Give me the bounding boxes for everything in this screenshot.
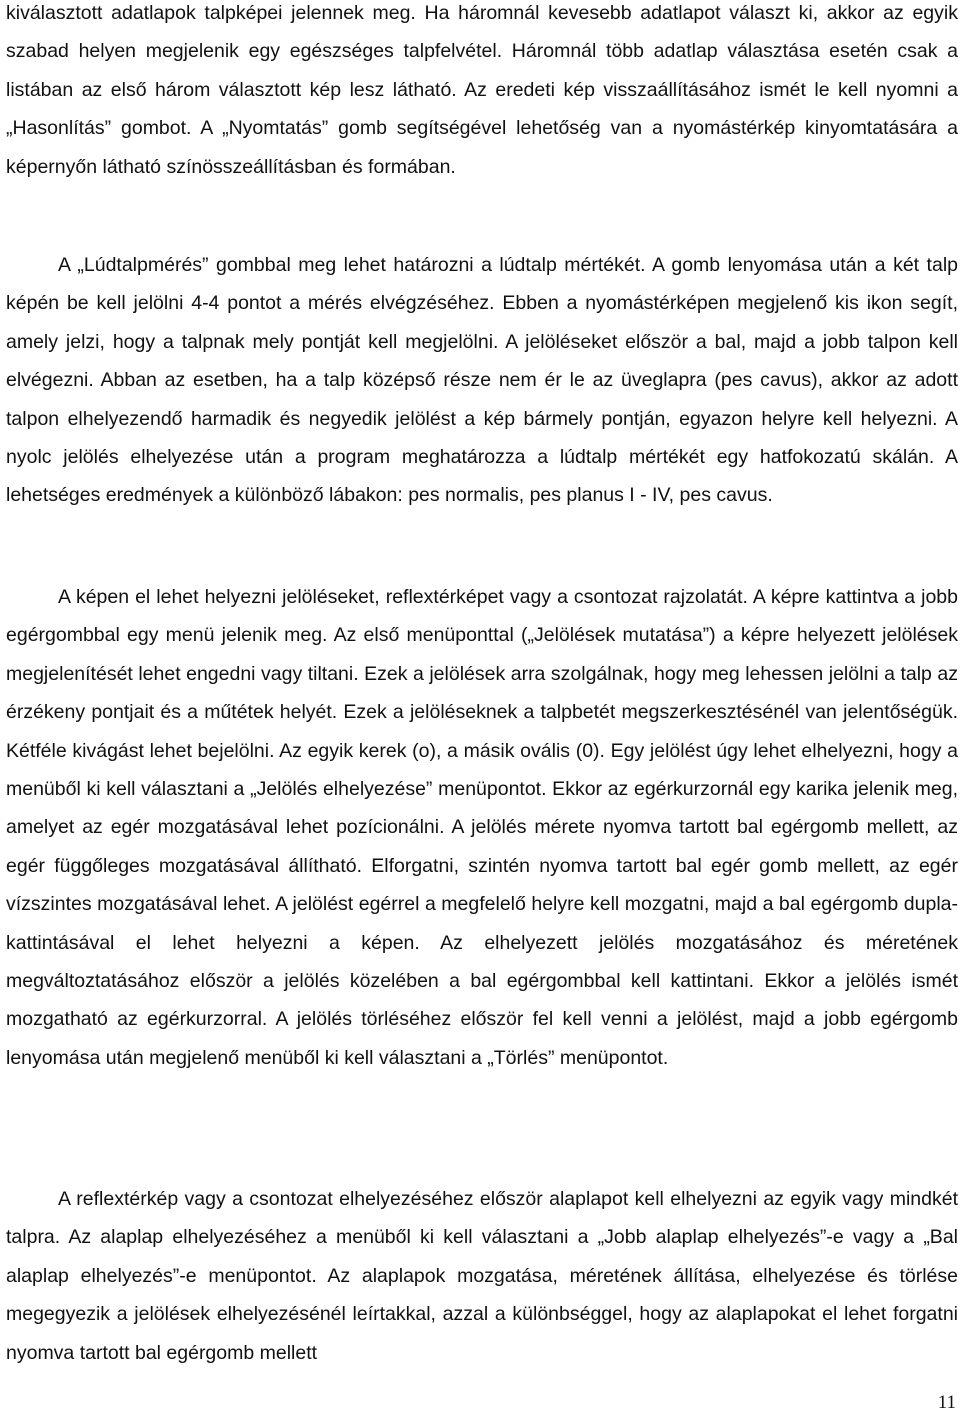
paragraph-3: A képen el lehet helyezni jelöléseket, reflextérképet vagy a csontozat rajzolatát. A képre kattintva a jobb egérgombbal egy menü jelenik meg. Az első menüponttal („Jelölések mutatása”) a képre helyezett jelölések megjelenítését lehet engedni vagy tiltani. Ezek a jelölések arra szolgálnak, hogy meg lehessen jelölni a talp az érzékeny pontjait és a műtétek helyét. Ezek a jelöléseknek a talpbetét megszerkesztésénél van jelentőségük. Kétféle kivágást lehet bejelölni. Az egyik kerek (o), a másik ovális (0). Egy jelölést úgy lehet elhelyezni, hogy a menüből ki kell választani a „Jelölés elhelyezése” menüpontot. Ekkor az egérkurzornál egy karika jelenik meg, amelyet az egér mozgatásával lehet pozícionálni. A jelölés mérete nyomva tartott bal egérgomb mellett, az egér függőleges mozgatásával állítható. Elforgatni, szintén nyomva tartott bal egér gomb mellett, az egér vízszintes mozgatásával lehet. A jelölést egérrel a megfelelő helyre kell mozgatni, majd a bal egérgomb dupla-kattintásával el lehet helyezni a képen. Az elhelyezett jelölés mozgatásához és méretének megváltoztatásához először a jelölés közelében a bal egérgombbal kell kattintani. Ekkor a jelölés ismét mozgatható az egérkurzorral. A jelölés törléséhez először fel kell venni a jelölést, majd a jobb egérgomb lenyomása után megjelenő menüből ki kell választani a „Törlés” menüpontot. xyxy=(6,586,958,1069)
paragraph-4: A reflextérkép vagy a csontozat elhelyezéséhez először alaplapot kell elhelyezni az egyik vagy mindkét talpra. Az alaplap elhelyezéséhez a menüből ki kell választani a „Jobb alaplap elhelyezés”-e vagy a „Bal alaplap elhelyezés”-e menüpontot. Az alaplapok mozgatása, méretének állítása, elhelyezése és törlése megegyezik a jelölések elhelyezésénél leírtakkal, azzal a különbséggel, hogy az alaplapokat el lehet forgatni nyomva tartott bal egérgomb mellett xyxy=(6,1188,958,1364)
paragraph-2: A „Lúdtalpmérés” gombbal meg lehet határozni a lúdtalp mértékét. A gomb lenyomása után a két talp képén be kell jelölni 4-4 pontot a mérés elvégzéséhez. Ebben a nyomástérképen megjelenő kis ikon segít, amely jelzi, hogy a talpnak mely pontját kell megjelölni. A jelöléseket először a bal, majd a jobb talpon kell elvégezni. Abban az esetben, ha a talp középső része nem ér le az üveglapra (pes cavus), akkor az adott talpon elhelyezendő harmadik és negyedik jelölést a kép bármely pontján, egyazon helyre kell helyezni. A nyolc jelölés elhelyezése után a program meghatározza a lúdtalp mértékét egy hatfokozatú skálán. A lehetséges eredmények a különböző lábakon: pes normalis, pes planus I - IV, pes cavus. xyxy=(6,254,958,507)
paragraph-1: kiválasztott adatlapok talpképei jelennek meg. Ha háromnál kevesebb adatlapot választ ki, akkor az egyik szabad helyen megjelenik egy egészséges talpfelvétel. Háromnál több adatlap választása esetén csak a listában az első három választott kép lesz látható. Az eredeti kép visszaállításához ismét le kell nyomni a „Hasonlítás” gombot. A „Nyomtatás” gomb segítségével lehetőség van a nyomástérkép kinyomtatására a képernyőn látható színösszeállításban és formában. xyxy=(6,2,958,178)
page-number: 11 xyxy=(937,1392,956,1413)
